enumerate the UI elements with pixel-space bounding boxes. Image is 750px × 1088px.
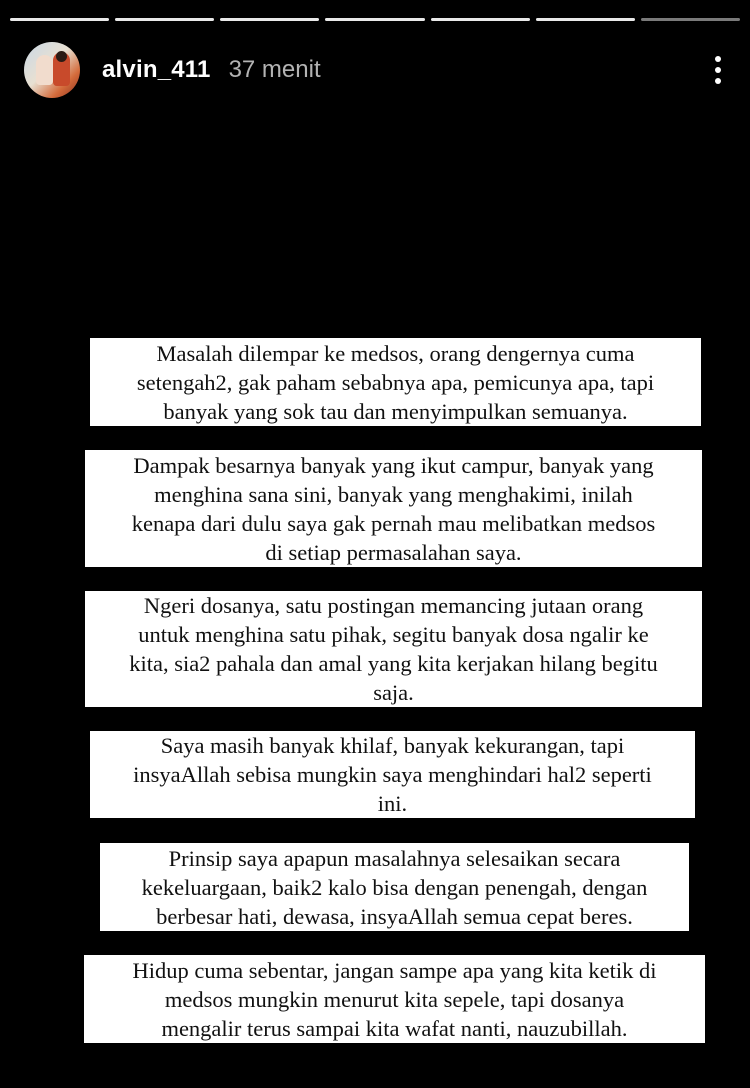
progress-segment [325, 18, 424, 21]
progress-segment [536, 18, 635, 21]
caption-block-2: Dampak besarnya banyak yang ikut campur, banyak yang menghina sana sini, banyak yang menghakimi, inilah kenapa dari dulu saya gak pernah mau melibatkan medsos di setiap permasalahan saya. [85, 450, 702, 567]
more-vertical-icon [715, 56, 721, 62]
progress-segment [431, 18, 530, 21]
avatar[interactable] [24, 42, 80, 98]
caption-block-1: Masalah dilempar ke medsos, orang dengernya cuma setengah2, gak paham sebabnya apa, pemicunya apa, tapi banyak yang sok tau dan menyimpulkan semuanya. [90, 338, 701, 426]
more-options-button[interactable] [706, 50, 730, 90]
story-header [24, 42, 730, 98]
post-time: 37 menit [228, 56, 321, 83]
avatar-person-1 [36, 55, 53, 85]
progress-segment-current [641, 18, 740, 21]
story-progress-bar [10, 18, 740, 22]
progress-segment [220, 18, 319, 21]
caption-block-3: Ngeri dosanya, satu postingan memancing jutaan orang untuk menghina satu pihak, segitu banyak dosa ngalir ke kita, sia2 pahala dan amal yang kita kerjakan hilang begitu saja. [85, 591, 702, 707]
more-vertical-icon-dot [715, 78, 721, 84]
progress-segment [10, 18, 109, 21]
caption-block-6: Hidup cuma sebentar, jangan sampe apa yang kita ketik di medsos mungkin menurut kita sepele, tapi dosanya mengalir terus sampai kita wafat nanti, nauzubillah. [84, 955, 705, 1043]
caption-block-5: Prinsip saya apapun masalahnya selesaikan secara kekeluargaan, baik2 kalo bisa dengan penengah, dengan berbesar hati, dewasa, insyaAllah semua cepat beres. [100, 843, 689, 931]
avatar-person-2-head [56, 51, 67, 62]
username[interactable]: alvin_411 [102, 56, 211, 83]
caption-block-4: Saya masih banyak khilaf, banyak kekurangan, tapi insyaAllah sebisa mungkin saya menghindari hal2 seperti ini. [90, 731, 695, 818]
more-vertical-icon-dot [715, 67, 721, 73]
progress-segment [115, 18, 214, 21]
